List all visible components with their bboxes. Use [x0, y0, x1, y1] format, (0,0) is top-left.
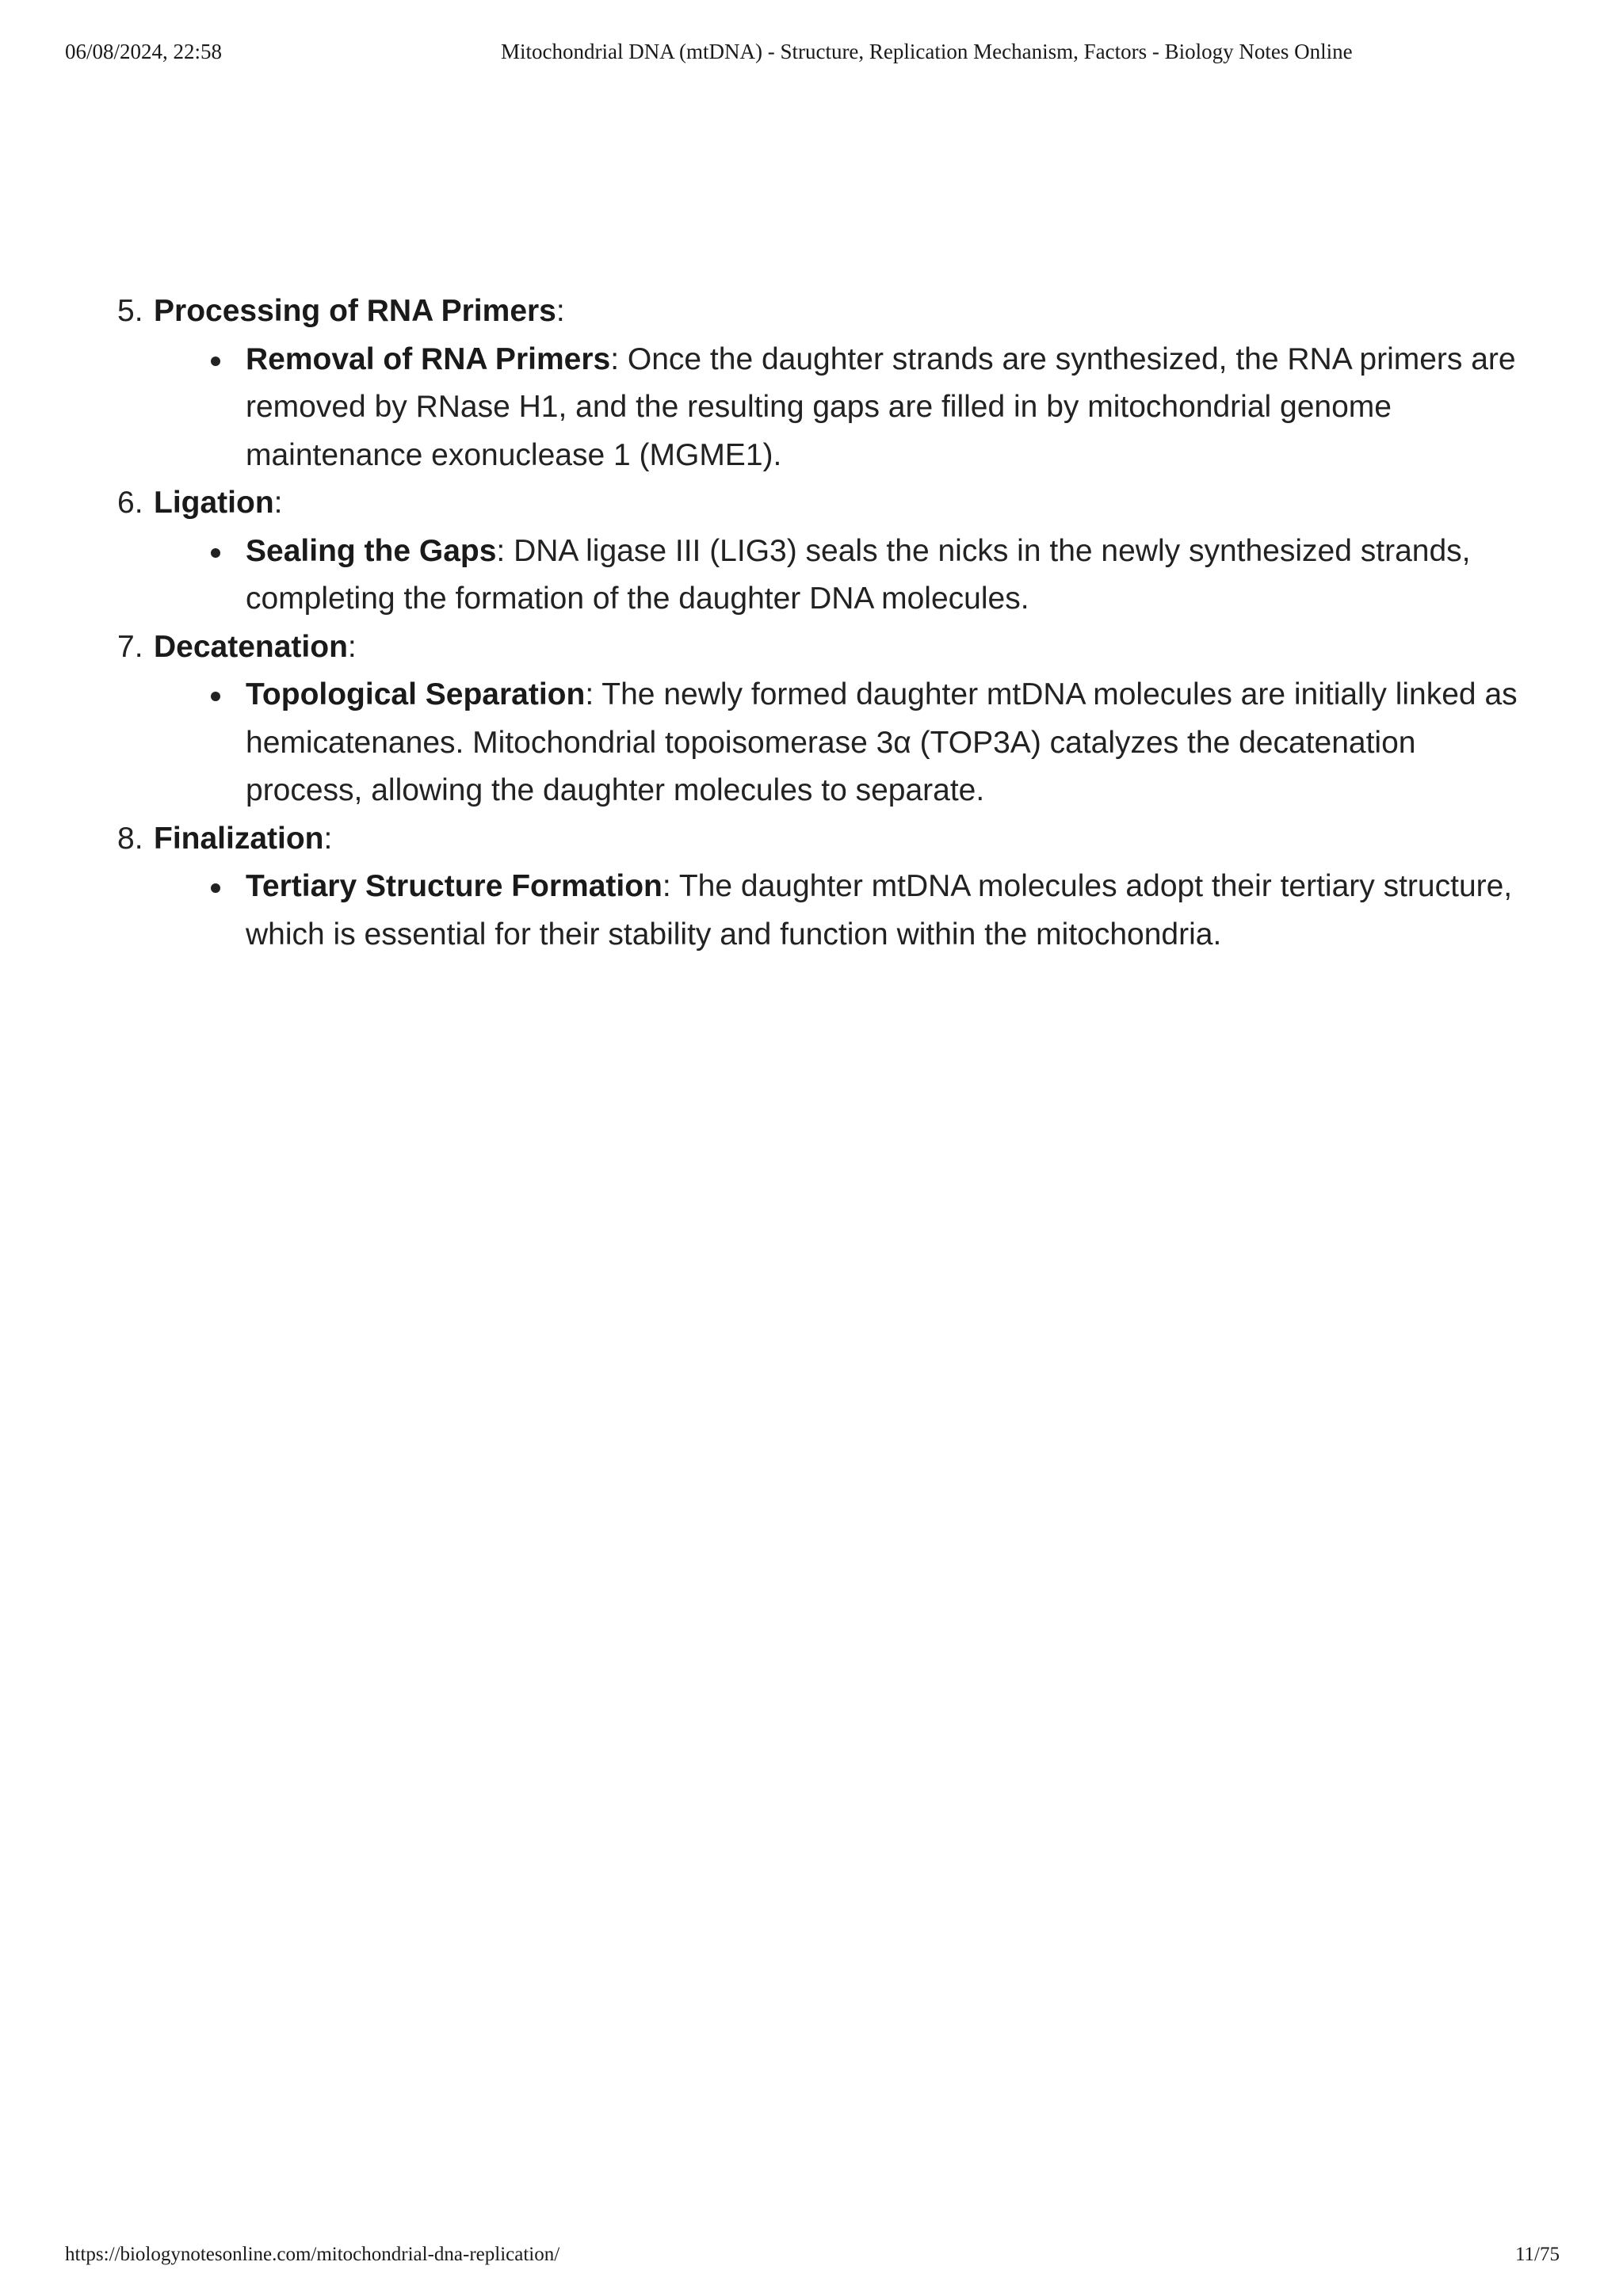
- print-header: [65, 40, 1560, 71]
- steps-list: [109, 288, 1520, 959]
- sub-item-description: : The newly formed daughter mtDNA molecules are initially linked as hemicatenanes. Mitochondrial topoisomerase 3α (TOP3A) catalyzes the decatenation process, allowing the daughter molecules to separate.: [246, 677, 1518, 807]
- sub-item-text: [201, 528, 1520, 624]
- sub-item-term: Sealing the Gaps: [246, 533, 497, 568]
- step-number: 7.: [117, 629, 143, 664]
- page-url: https://biologynotesonline.com/mitochondrial-dna-replication/: [65, 2244, 560, 2265]
- print-footer: [65, 2244, 1560, 2275]
- sub-item-text: [201, 863, 1520, 959]
- sub-list: [154, 671, 1520, 815]
- step-heading: Ligation: [154, 486, 274, 520]
- bullet-icon: [211, 548, 220, 558]
- sub-list: [154, 528, 1520, 624]
- step-heading: Decatenation: [154, 629, 348, 664]
- sub-item: [154, 863, 1520, 959]
- sub-item-text: [201, 671, 1520, 815]
- step-heading: Processing of RNA Primers: [154, 294, 556, 328]
- sub-list: [154, 336, 1520, 480]
- step-number: 5.: [117, 294, 143, 328]
- page-title: Mitochondrial DNA (mtDNA) - Structure, Replication Mechanism, Factors - Biology Notes Online: [501, 40, 1353, 63]
- step-colon: :: [323, 821, 333, 856]
- step-item: [109, 479, 1520, 624]
- sub-item: [154, 336, 1520, 480]
- print-date: 06/08/2024, 22:58: [65, 40, 223, 63]
- step-colon: :: [556, 294, 565, 328]
- sub-item-term: Topological Separation: [246, 677, 586, 711]
- sub-item-text: [201, 336, 1520, 480]
- step-item: [109, 288, 1520, 479]
- bullet-icon: [211, 692, 220, 701]
- bullet-icon: [211, 357, 220, 366]
- step-colon: :: [273, 486, 283, 520]
- sub-item-description: : Once the daughter strands are synthesized, the RNA primers are removed by RNase H1, and the resulting gaps are filled in by mitochondrial genome maintenance exonuclease 1 (MGME1).: [246, 341, 1516, 472]
- sub-list: [154, 863, 1520, 959]
- step-heading: Finalization: [154, 821, 324, 856]
- page-number: 11/75: [1514, 2244, 1560, 2265]
- sub-item: [154, 671, 1520, 815]
- step-number: 8.: [117, 821, 143, 856]
- step-item: [109, 815, 1520, 959]
- sub-item-description: : The daughter mtDNA molecules adopt their tertiary structure, which is essential for their stability and function within the mitochondria.: [246, 869, 1513, 952]
- sub-item-term: Tertiary Structure Formation: [246, 869, 663, 903]
- article-content: [109, 288, 1520, 959]
- bullet-icon: [211, 883, 220, 893]
- sub-item: [154, 528, 1520, 624]
- sub-item-description: : DNA ligase III (LIG3) seals the nicks in the newly synthesized strands, completing the formation of the daughter DNA molecules.: [246, 533, 1471, 616]
- sub-item-term: Removal of RNA Primers: [246, 341, 611, 376]
- step-number: 6.: [117, 486, 143, 520]
- step-item: [109, 624, 1520, 815]
- step-colon: :: [347, 629, 357, 664]
